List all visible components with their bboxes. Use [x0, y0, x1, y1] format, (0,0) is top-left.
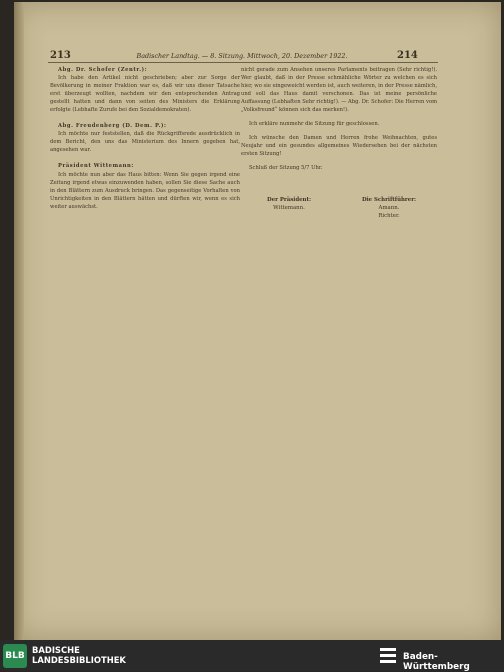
secretary-name: Amann. — [378, 205, 400, 212]
left-column — [50, 66, 240, 211]
session-close: Schluß der Sitzung 5/7 Uhr. — [249, 165, 323, 172]
right-column — [241, 66, 437, 173]
speaker-label: Abg. Freudenberg (D. Dem. P.): — [58, 123, 167, 130]
library-name-line: LANDESBIBLIOTHEK — [32, 655, 126, 665]
paragraph: Ich erkläre nunmehr die Sitzung für geschlossen. — [249, 121, 380, 128]
secretary-name: Richter. — [378, 213, 400, 220]
running-head: Badischer Landtag. — 8. Sitzung. Mittwoch, 20. Dezember 1922. — [136, 52, 348, 60]
president-name: Wittemann. — [273, 205, 305, 212]
signature-block — [241, 196, 437, 220]
library-name-line: BADISCHE — [32, 645, 80, 655]
lions-coat-of-arms-icon[interactable] — [378, 646, 398, 666]
paragraph: nicht gerade zum Ansehen unseres Parlaments beitragen (Sehr richtig!). Wer glaubt, daß in der Presse schmähliche Wörter zu welchen es sich hier, wo sie eingeweicht werden ist, auch weiteren, in der Presse nämlich, und soll das Haus damit verschonen. Das ist meine persönliche Auffassung (Lebhaften Sehr richtig!). — Abg. Dr. Schofer: Die Herren vom „Volksfreund“ können sich das merken!). — [241, 67, 437, 114]
page-binding — [14, 2, 24, 640]
library-name[interactable] — [32, 645, 126, 665]
speaker-label: Abg. Dr. Schofer (Zentr.): — [58, 67, 148, 73]
paragraph: Ich wünsche den Damen und Herren frohe Weihnachten, gutes Neujahr und ein gesundes allgemeines Wiedersehen bei der nächsten ersten Sitzung! — [241, 135, 437, 158]
page-number-right: 214 — [397, 50, 418, 61]
page-number-left: 213 — [50, 50, 71, 61]
president-title: Der Präsident: — [267, 197, 311, 203]
paragraph: Ich habe den Artikel nicht geschrieben; aber zur Sorge der Bevölkerung in meiner Fraktion war es, daß wir uns dieser Tatsache erst überzeugt wollten, nachdem wir den entsprechenden Antrag gestellt hatten und dann von seiten des Ministers die Erklärung erfolgte (Lebhafte Zurufe bei den Sozialdemokraten). — [50, 75, 240, 114]
paragraph: Ich möchte nur feststellen, daß die Rückgriffsrede ausdrücklich in dem Bericht, den uns das Ministerium des Innern gegeben hat, angesehen war. — [50, 131, 240, 154]
paragraph: Ich möchte nun aber das Haus bitten: Wenn Sie gegen irgend eine Zeitung irgend etwas einzuwenden haben, sollen Sie diese Sache auch in den Blättern zum Ausdruck bringen. Das gegenseitige Vorhalten von Unrichtigkeiten in den Blättern hätten und dürften wir, wenn es sich weiter auswächst. — [50, 171, 240, 210]
header-rule — [48, 62, 438, 63]
region-label[interactable]: Baden-Württemberg — [403, 652, 470, 672]
speaker-label: Präsident Wittemann: — [58, 163, 134, 170]
blb-logo-icon[interactable]: BLB — [3, 644, 27, 668]
secretaries-title: Die Schriftführer: — [361, 197, 417, 203]
